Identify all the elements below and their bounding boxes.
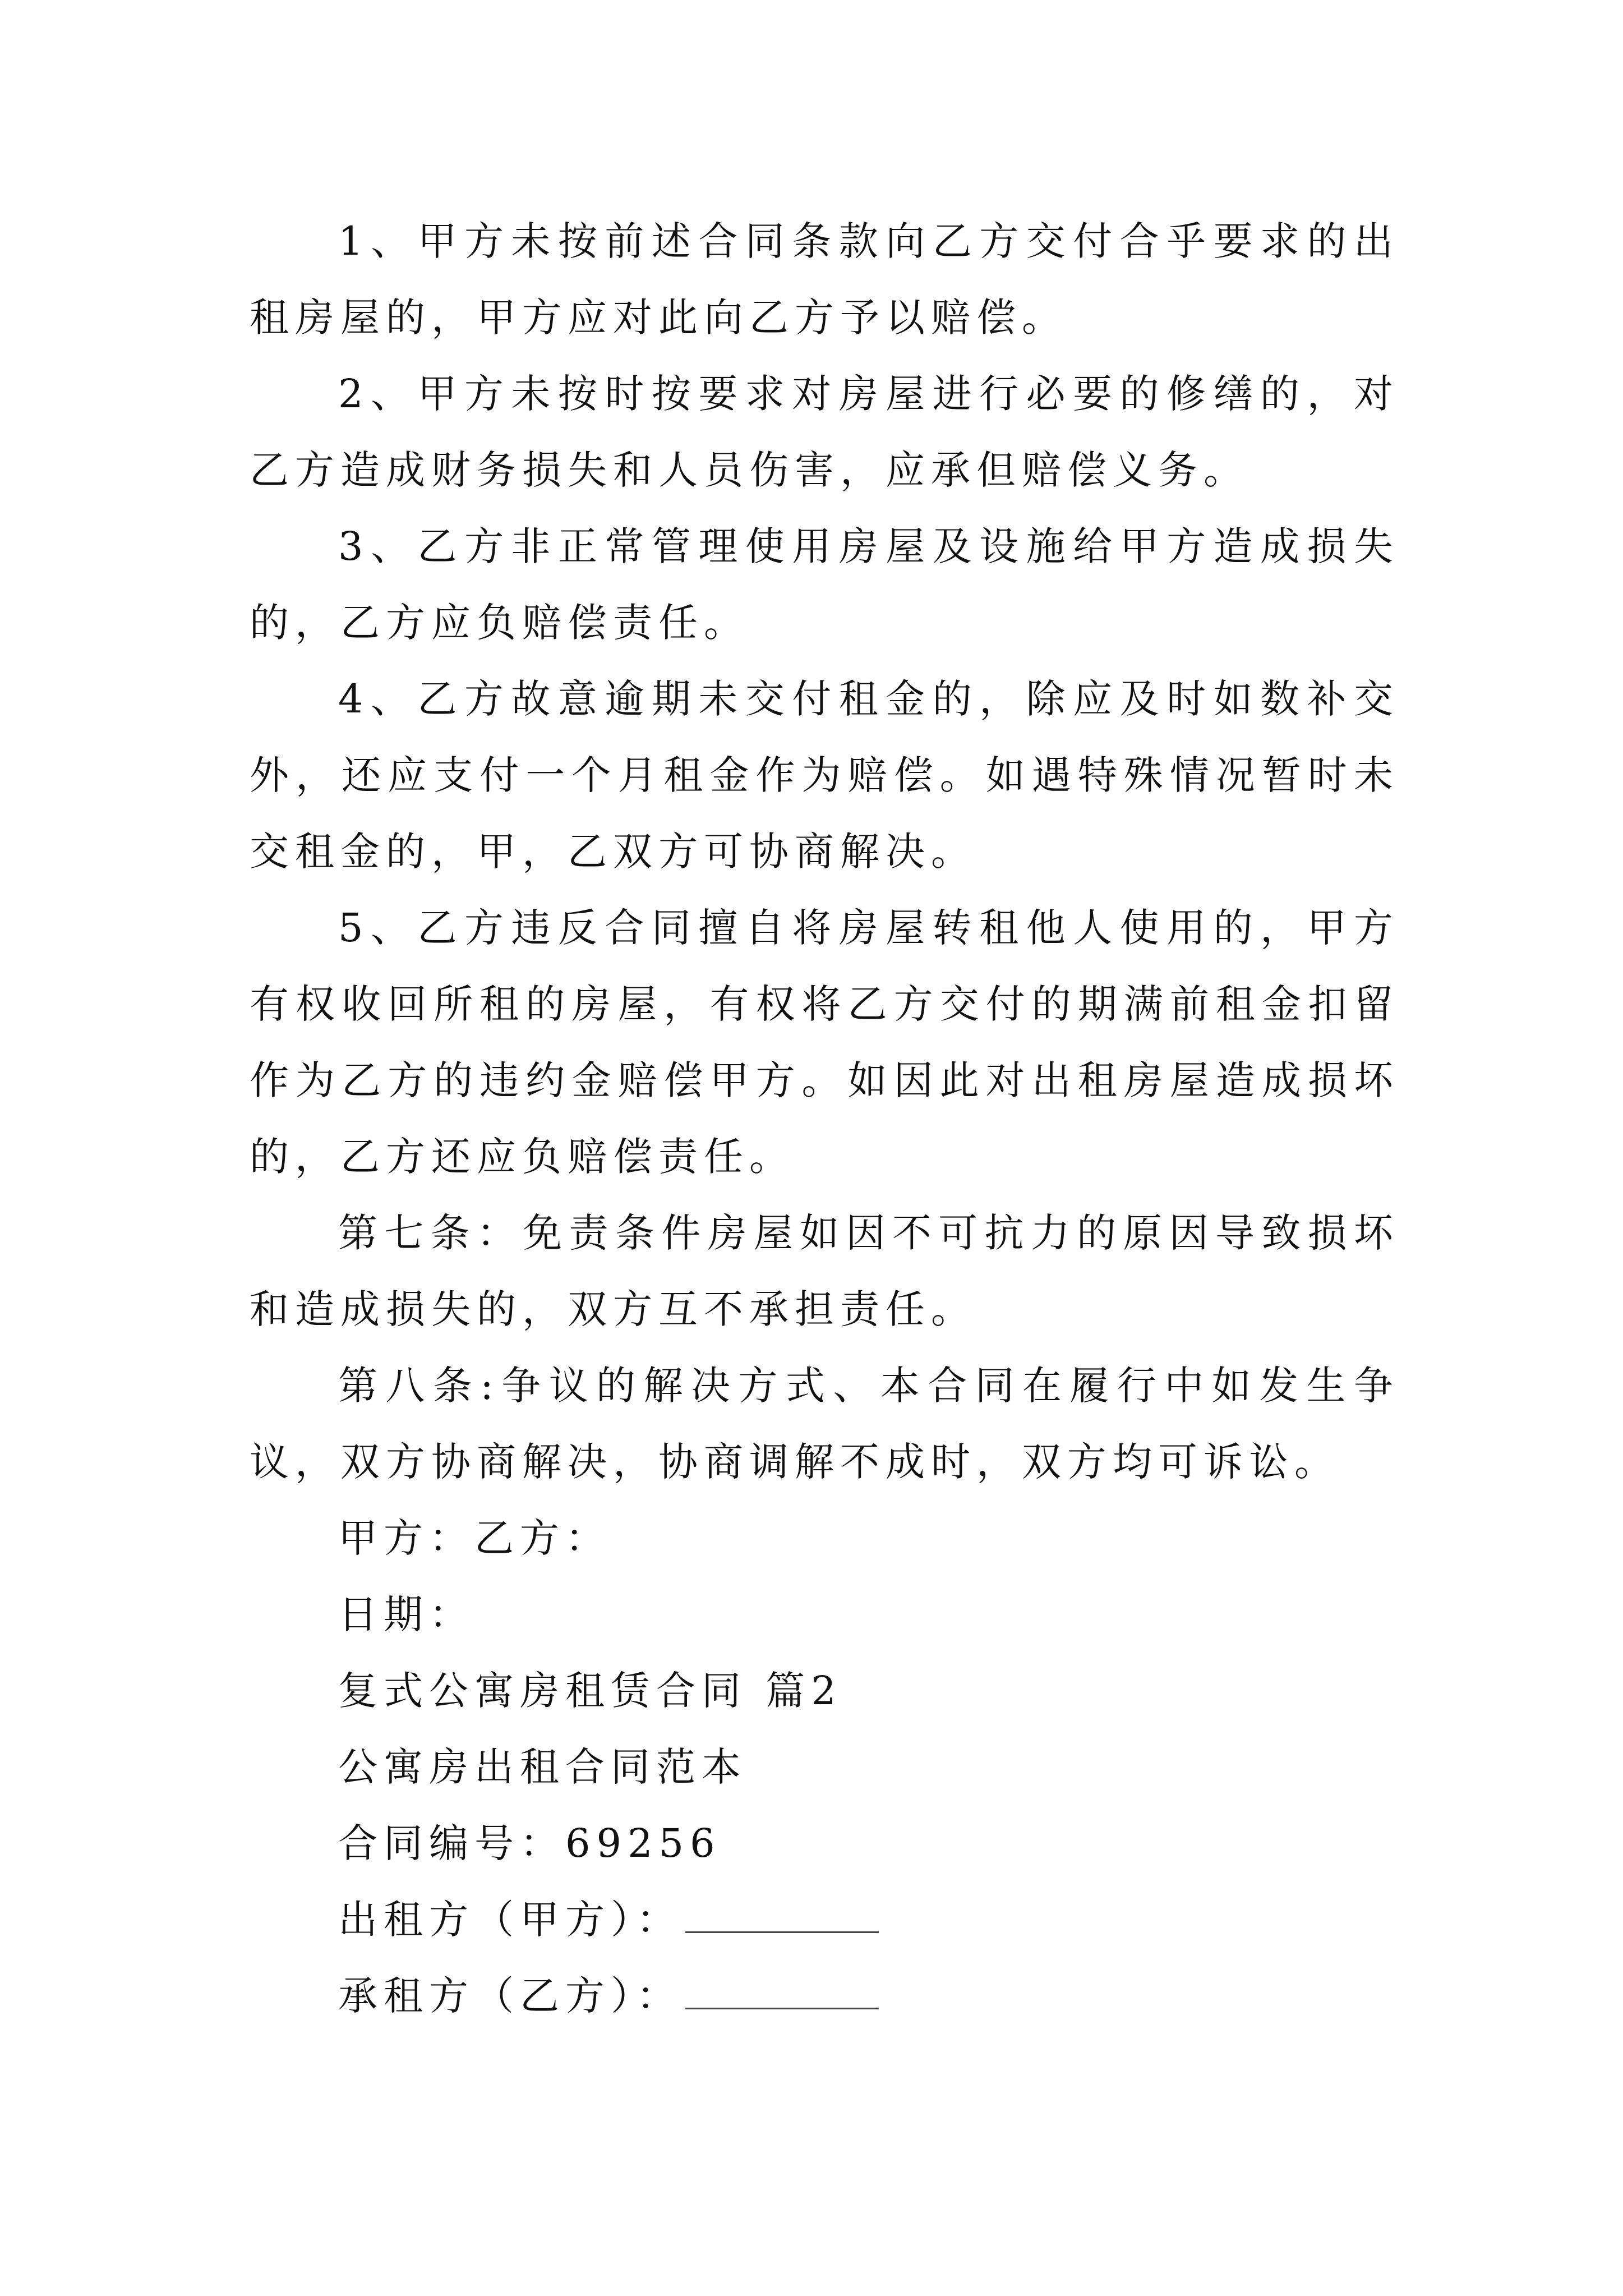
article-8: 第八条:争议的解决方式、本合同在履行中如发生争议，双方协商解决，协商调解不成时，双方均可诉讼。	[250, 1363, 1399, 1485]
clause-4: 4、乙方故意逾期未交付租金的，除应及时如数补交外，还应支付一个月租金作为赔偿。如遇特殊情况暂时未交租金的，甲，乙双方可协商解决。	[250, 676, 1399, 875]
next-contract-title: 复式公寓房租赁合同 篇2	[338, 1668, 842, 1714]
date-line: 日期：	[338, 1591, 474, 1637]
contract-number: 合同编号：69256	[338, 1820, 721, 1866]
lessee-line	[250, 1958, 1399, 2034]
signature-line: 甲方：乙方：	[338, 1515, 611, 1561]
contract-subtitle: 公寓房出租合同范本	[338, 1744, 747, 1790]
lessor-label: 出租方（甲方）：	[338, 1897, 682, 1943]
lessor-blank	[685, 1900, 879, 1933]
article-7: 第七条：免责条件房屋如因不可抗力的原因导致损坏和造成损失的，双方互不承担责任。	[250, 1210, 1399, 1332]
clause-2: 2、甲方未按时按要求对房屋进行必要的修缮的，对乙方造成财务损失和人员伤害，应承但赔偿义务。	[250, 371, 1399, 493]
contract-text	[250, 203, 1399, 2034]
clause-5: 5、乙方违反合同擅自将房屋转租他人使用的，甲方有权收回所租的房屋，有权将乙方交付的期满前租金扣留作为乙方的违约金赔偿甲方。如因此对出租房屋造成损坏的，乙方还应负赔偿责任。	[250, 905, 1399, 1180]
lessee-label: 承租方（乙方）：	[338, 1973, 682, 2019]
clause-1: 1、甲方未按前述合同条款向乙方交付合乎要求的出租房屋的，甲方应对此向乙方予以赔偿。	[250, 218, 1399, 341]
lessor-line	[250, 1881, 1399, 1958]
clause-3: 3、乙方非正常管理使用房屋及设施给甲方造成损失的，乙方应负赔偿责任。	[250, 523, 1399, 646]
lessee-blank	[685, 1976, 879, 2009]
